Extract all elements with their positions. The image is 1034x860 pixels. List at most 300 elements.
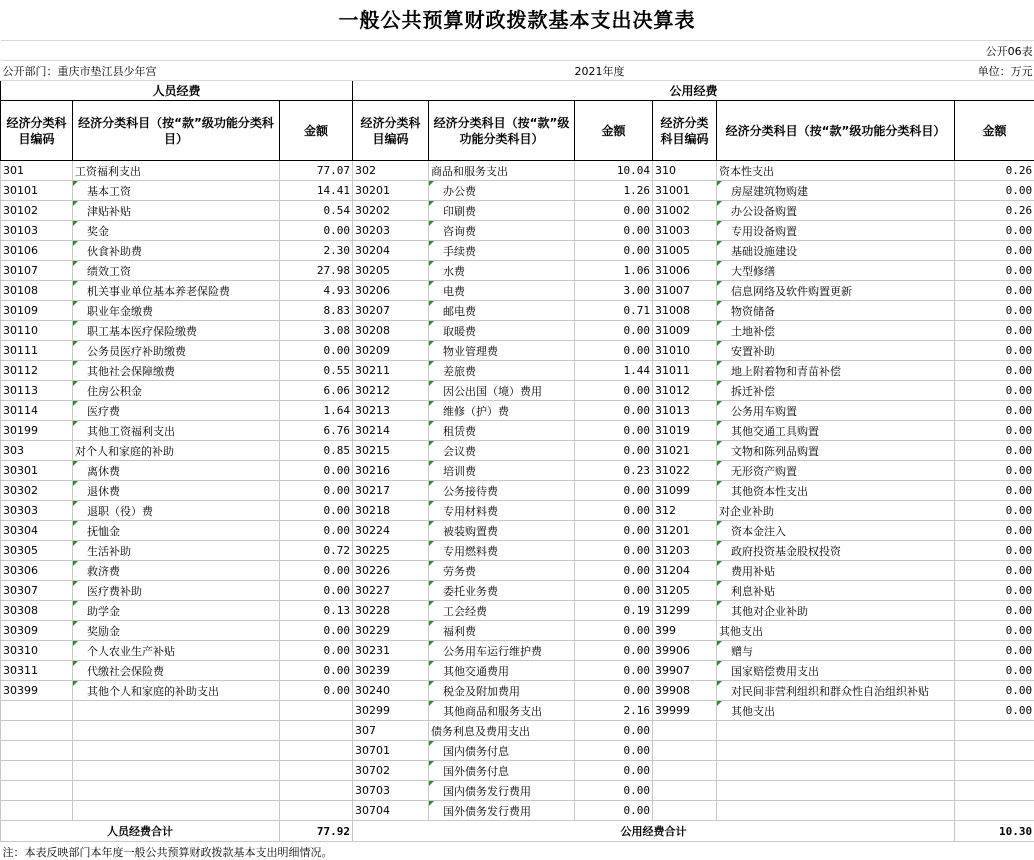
amount-cell: 0.00 bbox=[955, 661, 1034, 681]
item-name-cell: 其他商品和服务支出 bbox=[429, 701, 575, 721]
table-row bbox=[1, 361, 1034, 381]
amount-cell: 0.00 bbox=[575, 561, 653, 581]
table-row bbox=[1, 721, 1034, 741]
item-name-cell: 物业管理费 bbox=[429, 341, 575, 361]
table-row bbox=[1, 761, 1034, 781]
code-cell: 30224 bbox=[353, 521, 429, 541]
code-cell: 31007 bbox=[653, 281, 717, 301]
amount-cell bbox=[280, 741, 353, 761]
item-name-cell: 其他支出 bbox=[717, 621, 955, 641]
amount-cell: 0.00 bbox=[575, 381, 653, 401]
item-name-cell: 公务员医疗补助缴费 bbox=[73, 341, 280, 361]
public-total-value: 10.30 bbox=[955, 821, 1034, 842]
item-name-cell: 基本工资 bbox=[73, 181, 280, 201]
amount-cell: 0.00 bbox=[955, 621, 1034, 641]
table-row bbox=[1, 181, 1034, 201]
amount-cell: 77.07 bbox=[280, 161, 353, 181]
item-name-cell: 对企业补助 bbox=[717, 501, 955, 521]
table-title: 一般公共预算财政拨款基本支出决算表 bbox=[338, 8, 696, 32]
code-cell: 30106 bbox=[1, 241, 73, 261]
item-name-cell: 退职（役）费 bbox=[73, 501, 280, 521]
item-name-cell: 专用设备购置 bbox=[717, 221, 955, 241]
item-name-cell: 公务用车运行维护费 bbox=[429, 641, 575, 661]
amount-cell bbox=[955, 741, 1034, 761]
item-name-cell: 职业年金缴费 bbox=[73, 301, 280, 321]
amount-cell: 0.00 bbox=[575, 661, 653, 681]
item-name-cell: 国外债务付息 bbox=[429, 761, 575, 781]
amount-cell: 0.00 bbox=[575, 401, 653, 421]
table-row bbox=[1, 701, 1034, 721]
amount-cell: 10.04 bbox=[575, 161, 653, 181]
code-cell: 30310 bbox=[1, 641, 73, 661]
amount-cell: 0.00 bbox=[280, 521, 353, 541]
amount-cell: 0.00 bbox=[575, 741, 653, 761]
table-row bbox=[1, 801, 1034, 821]
code-cell: 30111 bbox=[1, 341, 73, 361]
amount-cell bbox=[955, 721, 1034, 741]
item-name-cell: 福利费 bbox=[429, 621, 575, 641]
amount-cell: 0.00 bbox=[575, 641, 653, 661]
amount-cell: 3.08 bbox=[280, 321, 353, 341]
item-name-cell bbox=[73, 741, 280, 761]
amount-cell: 0.00 bbox=[955, 601, 1034, 621]
amount-cell: 6.76 bbox=[280, 421, 353, 441]
amount-cell: 0.00 bbox=[575, 581, 653, 601]
amount-cell: 0.00 bbox=[280, 481, 353, 501]
amount-cell: 0.00 bbox=[575, 761, 653, 781]
item-name-cell: 代缴社会保险费 bbox=[73, 661, 280, 681]
table-row bbox=[1, 501, 1034, 521]
form-number-row bbox=[1, 41, 1034, 61]
code-cell: 31005 bbox=[653, 241, 717, 261]
amount-cell: 0.55 bbox=[280, 361, 353, 381]
code-cell: 31019 bbox=[653, 421, 717, 441]
table-row bbox=[1, 441, 1034, 461]
totals-row bbox=[1, 821, 1034, 842]
table-row bbox=[1, 261, 1034, 281]
col-code-header: 经济分类科目编码 bbox=[653, 101, 717, 161]
code-cell: 31203 bbox=[653, 541, 717, 561]
amount-cell: 0.00 bbox=[575, 441, 653, 461]
amount-cell: 0.00 bbox=[280, 341, 353, 361]
meta-row bbox=[1, 61, 1034, 81]
table-row bbox=[1, 301, 1034, 321]
code-cell bbox=[653, 741, 717, 761]
item-name-cell: 办公设备购置 bbox=[717, 201, 955, 221]
item-name-cell: 工资福利支出 bbox=[73, 161, 280, 181]
table-note: 注：本表反映部门本年度一般公共预算财政拨款基本支出明细情况。 bbox=[2, 845, 333, 859]
item-name-cell: 赠与 bbox=[717, 641, 955, 661]
amount-cell: 0.26 bbox=[955, 201, 1034, 221]
item-name-cell: 绩效工资 bbox=[73, 261, 280, 281]
amount-cell: 0.00 bbox=[575, 201, 653, 221]
amount-cell bbox=[280, 761, 353, 781]
amount-cell: 0.00 bbox=[955, 521, 1034, 541]
amount-cell: 0.00 bbox=[955, 681, 1034, 701]
item-name-cell: 租赁费 bbox=[429, 421, 575, 441]
amount-cell: 6.06 bbox=[280, 381, 353, 401]
amount-cell: 2.16 bbox=[575, 701, 653, 721]
item-name-cell: 专用材料费 bbox=[429, 501, 575, 521]
amount-cell: 0.26 bbox=[955, 161, 1034, 181]
item-name-cell: 费用补贴 bbox=[717, 561, 955, 581]
column-header-row bbox=[1, 101, 1034, 161]
code-cell: 39907 bbox=[653, 661, 717, 681]
code-cell: 30110 bbox=[1, 321, 73, 341]
col-name-header: 经济分类科目（按“款”级功能分类科目） bbox=[73, 101, 280, 161]
personnel-total-label: 人员经费合计 bbox=[1, 821, 280, 842]
table-row bbox=[1, 221, 1034, 241]
amount-cell: 27.98 bbox=[280, 261, 353, 281]
amount-cell: 0.00 bbox=[575, 241, 653, 261]
code-cell: 30225 bbox=[353, 541, 429, 561]
amount-cell: 0.00 bbox=[955, 441, 1034, 461]
amount-cell: 2.30 bbox=[280, 241, 353, 261]
table-row bbox=[1, 661, 1034, 681]
col-code-header: 经济分类科目编码 bbox=[1, 101, 73, 161]
code-cell: 30202 bbox=[353, 201, 429, 221]
amount-cell bbox=[955, 781, 1034, 801]
item-name-cell: 商品和服务支出 bbox=[429, 161, 575, 181]
amount-cell: 0.00 bbox=[955, 221, 1034, 241]
amount-cell: 0.00 bbox=[575, 341, 653, 361]
item-name-cell: 因公出国（境）费用 bbox=[429, 381, 575, 401]
item-name-cell bbox=[73, 801, 280, 821]
amount-cell: 0.00 bbox=[280, 561, 353, 581]
code-cell: 310 bbox=[653, 161, 717, 181]
table-row bbox=[1, 201, 1034, 221]
code-cell bbox=[653, 761, 717, 781]
amount-cell: 0.00 bbox=[955, 561, 1034, 581]
code-cell: 30218 bbox=[353, 501, 429, 521]
item-name-cell: 个人农业生产补贴 bbox=[73, 641, 280, 661]
table-row bbox=[1, 521, 1034, 541]
code-cell: 30302 bbox=[1, 481, 73, 501]
personnel-total-value: 77.92 bbox=[280, 821, 353, 842]
item-name-cell: 印刷费 bbox=[429, 201, 575, 221]
item-name-cell: 电费 bbox=[429, 281, 575, 301]
col-amount-header: 金额 bbox=[955, 101, 1034, 161]
code-cell: 30306 bbox=[1, 561, 73, 581]
code-cell: 399 bbox=[653, 621, 717, 641]
code-cell: 31010 bbox=[653, 341, 717, 361]
code-cell: 31008 bbox=[653, 301, 717, 321]
amount-cell: 0.00 bbox=[575, 221, 653, 241]
amount-cell bbox=[955, 801, 1034, 821]
item-name-cell: 职工基本医疗保险缴费 bbox=[73, 321, 280, 341]
table-row bbox=[1, 281, 1034, 301]
code-cell bbox=[1, 721, 73, 741]
code-cell: 31204 bbox=[653, 561, 717, 581]
amount-cell: 0.00 bbox=[575, 321, 653, 341]
code-cell: 30216 bbox=[353, 461, 429, 481]
amount-cell: 0.00 bbox=[575, 421, 653, 441]
item-name-cell bbox=[717, 781, 955, 801]
amount-cell: 0.23 bbox=[575, 461, 653, 481]
table-row bbox=[1, 741, 1034, 761]
code-cell: 30308 bbox=[1, 601, 73, 621]
code-cell: 31201 bbox=[653, 521, 717, 541]
item-name-cell: 邮电费 bbox=[429, 301, 575, 321]
item-name-cell: 咨询费 bbox=[429, 221, 575, 241]
code-cell: 31205 bbox=[653, 581, 717, 601]
amount-cell: 0.00 bbox=[280, 641, 353, 661]
code-cell: 31022 bbox=[653, 461, 717, 481]
code-cell: 30199 bbox=[1, 421, 73, 441]
item-name-cell: 专用燃料费 bbox=[429, 541, 575, 561]
amount-cell bbox=[280, 701, 353, 721]
amount-cell: 0.00 bbox=[955, 381, 1034, 401]
code-cell: 30114 bbox=[1, 401, 73, 421]
item-name-cell: 信息网络及软件购置更新 bbox=[717, 281, 955, 301]
code-cell: 30213 bbox=[353, 401, 429, 421]
amount-cell: 0.00 bbox=[955, 581, 1034, 601]
note-row bbox=[1, 842, 1034, 860]
amount-cell: 0.00 bbox=[575, 521, 653, 541]
amount-cell: 14.41 bbox=[280, 181, 353, 201]
code-cell bbox=[1, 741, 73, 761]
item-name-cell: 奖励金 bbox=[73, 621, 280, 641]
code-cell: 30304 bbox=[1, 521, 73, 541]
code-cell: 30211 bbox=[353, 361, 429, 381]
code-cell: 31021 bbox=[653, 441, 717, 461]
amount-cell: 0.72 bbox=[280, 541, 353, 561]
item-name-cell: 其他个人和家庭的补助支出 bbox=[73, 681, 280, 701]
code-cell: 31013 bbox=[653, 401, 717, 421]
code-cell: 303 bbox=[1, 441, 73, 461]
code-cell: 30209 bbox=[353, 341, 429, 361]
code-cell: 30229 bbox=[353, 621, 429, 641]
code-cell: 31001 bbox=[653, 181, 717, 201]
item-name-cell: 离休费 bbox=[73, 461, 280, 481]
item-name-cell: 公务用车购置 bbox=[717, 401, 955, 421]
department-label: 公开部门：重庆市垫江县少年宫 bbox=[1, 61, 575, 81]
amount-cell: 0.00 bbox=[955, 501, 1034, 521]
item-name-cell: 手续费 bbox=[429, 241, 575, 261]
code-cell bbox=[653, 721, 717, 741]
amount-cell: 0.54 bbox=[280, 201, 353, 221]
item-name-cell bbox=[73, 701, 280, 721]
amount-cell: 0.00 bbox=[955, 641, 1034, 661]
item-name-cell: 培训费 bbox=[429, 461, 575, 481]
code-cell: 307 bbox=[353, 721, 429, 741]
form-number: 公开06表 bbox=[1, 41, 1034, 61]
amount-cell: 0.19 bbox=[575, 601, 653, 621]
item-name-cell: 医疗费 bbox=[73, 401, 280, 421]
code-cell: 30107 bbox=[1, 261, 73, 281]
item-name-cell: 国内债务发行费用 bbox=[429, 781, 575, 801]
item-name-cell bbox=[73, 721, 280, 741]
amount-cell: 0.00 bbox=[955, 301, 1034, 321]
table-row bbox=[1, 561, 1034, 581]
code-cell: 30201 bbox=[353, 181, 429, 201]
item-name-cell: 抚恤金 bbox=[73, 521, 280, 541]
code-cell: 301 bbox=[1, 161, 73, 181]
item-name-cell: 对民间非营利组织和群众性自治组织补贴 bbox=[717, 681, 955, 701]
item-name-cell: 退休费 bbox=[73, 481, 280, 501]
table-row bbox=[1, 781, 1034, 801]
code-cell bbox=[653, 781, 717, 801]
amount-cell: 1.06 bbox=[575, 261, 653, 281]
code-cell: 31299 bbox=[653, 601, 717, 621]
code-cell: 30203 bbox=[353, 221, 429, 241]
amount-cell: 0.00 bbox=[955, 261, 1034, 281]
amount-cell: 0.71 bbox=[575, 301, 653, 321]
amount-cell: 0.00 bbox=[955, 321, 1034, 341]
code-cell: 30399 bbox=[1, 681, 73, 701]
col-code-header: 经济分类科目编码 bbox=[353, 101, 429, 161]
item-name-cell: 助学金 bbox=[73, 601, 280, 621]
col-name-header: 经济分类科目（按“款”级功能分类科目） bbox=[429, 101, 575, 161]
code-cell: 30112 bbox=[1, 361, 73, 381]
item-name-cell: 政府投资基金股权投资 bbox=[717, 541, 955, 561]
code-cell: 30206 bbox=[353, 281, 429, 301]
code-cell: 31012 bbox=[653, 381, 717, 401]
amount-cell: 0.00 bbox=[575, 501, 653, 521]
table-row bbox=[1, 581, 1034, 601]
item-name-cell: 其他社会保障缴费 bbox=[73, 361, 280, 381]
amount-cell: 0.00 bbox=[280, 461, 353, 481]
amount-cell bbox=[280, 781, 353, 801]
item-name-cell bbox=[717, 721, 955, 741]
item-name-cell: 物资储备 bbox=[717, 301, 955, 321]
col-name-header: 经济分类科目（按“款”级功能分类科目） bbox=[717, 101, 955, 161]
code-cell: 30240 bbox=[353, 681, 429, 701]
amount-cell: 0.85 bbox=[280, 441, 353, 461]
code-cell bbox=[1, 781, 73, 801]
code-cell: 30701 bbox=[353, 741, 429, 761]
code-cell: 31003 bbox=[653, 221, 717, 241]
table-row bbox=[1, 341, 1034, 361]
item-name-cell: 住房公积金 bbox=[73, 381, 280, 401]
code-cell: 312 bbox=[653, 501, 717, 521]
item-name-cell: 其他对企业补助 bbox=[717, 601, 955, 621]
amount-cell: 8.83 bbox=[280, 301, 353, 321]
amount-cell: 4.93 bbox=[280, 281, 353, 301]
code-cell: 30113 bbox=[1, 381, 73, 401]
table-row bbox=[1, 241, 1034, 261]
item-name-cell bbox=[717, 761, 955, 781]
item-name-cell: 利息补贴 bbox=[717, 581, 955, 601]
item-name-cell bbox=[717, 741, 955, 761]
item-name-cell: 债务利息及费用支出 bbox=[429, 721, 575, 741]
code-cell: 30217 bbox=[353, 481, 429, 501]
item-name-cell: 其他资本性支出 bbox=[717, 481, 955, 501]
amount-cell: 0.00 bbox=[575, 481, 653, 501]
code-cell: 30212 bbox=[353, 381, 429, 401]
amount-cell: 0.00 bbox=[575, 681, 653, 701]
amount-cell: 0.00 bbox=[280, 501, 353, 521]
table-row bbox=[1, 681, 1034, 701]
amount-cell: 0.00 bbox=[955, 421, 1034, 441]
item-name-cell: 资本性支出 bbox=[717, 161, 955, 181]
item-name-cell: 基础设施建设 bbox=[717, 241, 955, 261]
code-cell: 30204 bbox=[353, 241, 429, 261]
code-cell: 30108 bbox=[1, 281, 73, 301]
table-row bbox=[1, 461, 1034, 481]
item-name-cell: 国内债务付息 bbox=[429, 741, 575, 761]
amount-cell: 0.00 bbox=[955, 461, 1034, 481]
amount-cell bbox=[280, 801, 353, 821]
amount-cell: 0.00 bbox=[575, 541, 653, 561]
item-name-cell: 医疗费补助 bbox=[73, 581, 280, 601]
amount-cell: 0.00 bbox=[955, 241, 1034, 261]
item-name-cell: 差旅费 bbox=[429, 361, 575, 381]
code-cell: 31099 bbox=[653, 481, 717, 501]
amount-cell bbox=[280, 721, 353, 741]
item-name-cell: 对个人和家庭的补助 bbox=[73, 441, 280, 461]
item-name-cell: 无形资产购置 bbox=[717, 461, 955, 481]
item-name-cell bbox=[717, 801, 955, 821]
fiscal-year: 2021年度 bbox=[575, 61, 717, 81]
code-cell: 30228 bbox=[353, 601, 429, 621]
code-cell: 30311 bbox=[1, 661, 73, 681]
amount-cell: 0.00 bbox=[575, 721, 653, 741]
item-name-cell: 大型修缮 bbox=[717, 261, 955, 281]
amount-cell: 0.00 bbox=[955, 541, 1034, 561]
amount-cell: 0.00 bbox=[280, 221, 353, 241]
item-name-cell: 生活补助 bbox=[73, 541, 280, 561]
item-name-cell: 办公费 bbox=[429, 181, 575, 201]
amount-cell: 0.00 bbox=[955, 281, 1034, 301]
code-cell: 30103 bbox=[1, 221, 73, 241]
amount-cell: 0.00 bbox=[280, 581, 353, 601]
code-cell: 31009 bbox=[653, 321, 717, 341]
item-name-cell: 伙食补助费 bbox=[73, 241, 280, 261]
item-name-cell: 维修（护）费 bbox=[429, 401, 575, 421]
item-name-cell: 其他支出 bbox=[717, 701, 955, 721]
item-name-cell: 税金及附加费用 bbox=[429, 681, 575, 701]
code-cell: 39999 bbox=[653, 701, 717, 721]
table-row bbox=[1, 481, 1034, 501]
amount-cell: 0.00 bbox=[955, 181, 1034, 201]
item-name-cell: 委托业务费 bbox=[429, 581, 575, 601]
amount-cell: 1.26 bbox=[575, 181, 653, 201]
amount-cell: 0.00 bbox=[575, 621, 653, 641]
table-row bbox=[1, 601, 1034, 621]
amount-cell: 0.00 bbox=[955, 481, 1034, 501]
code-cell: 39906 bbox=[653, 641, 717, 661]
code-cell: 30208 bbox=[353, 321, 429, 341]
amount-cell: 0.00 bbox=[280, 621, 353, 641]
item-name-cell: 安置补助 bbox=[717, 341, 955, 361]
amount-cell: 0.00 bbox=[955, 341, 1034, 361]
code-cell bbox=[1, 801, 73, 821]
amount-cell: 0.00 bbox=[955, 701, 1034, 721]
table-row bbox=[1, 541, 1034, 561]
item-name-cell: 其他交通费用 bbox=[429, 661, 575, 681]
item-name-cell bbox=[73, 761, 280, 781]
amount-cell: 0.00 bbox=[575, 781, 653, 801]
item-name-cell: 机关事业单位基本养老保险费 bbox=[73, 281, 280, 301]
table-row bbox=[1, 381, 1034, 401]
item-name-cell: 土地补偿 bbox=[717, 321, 955, 341]
code-cell: 30226 bbox=[353, 561, 429, 581]
unit-label: 单位：万元 bbox=[717, 61, 1034, 81]
code-cell: 30704 bbox=[353, 801, 429, 821]
item-name-cell: 其他交通工具购置 bbox=[717, 421, 955, 441]
table-row bbox=[1, 161, 1034, 181]
code-cell: 30703 bbox=[353, 781, 429, 801]
code-cell: 30239 bbox=[353, 661, 429, 681]
item-name-cell bbox=[73, 781, 280, 801]
code-cell: 30305 bbox=[1, 541, 73, 561]
code-cell: 30102 bbox=[1, 201, 73, 221]
item-name-cell: 地上附着物和青苗补偿 bbox=[717, 361, 955, 381]
code-cell: 30101 bbox=[1, 181, 73, 201]
code-cell: 302 bbox=[353, 161, 429, 181]
code-cell: 30109 bbox=[1, 301, 73, 321]
